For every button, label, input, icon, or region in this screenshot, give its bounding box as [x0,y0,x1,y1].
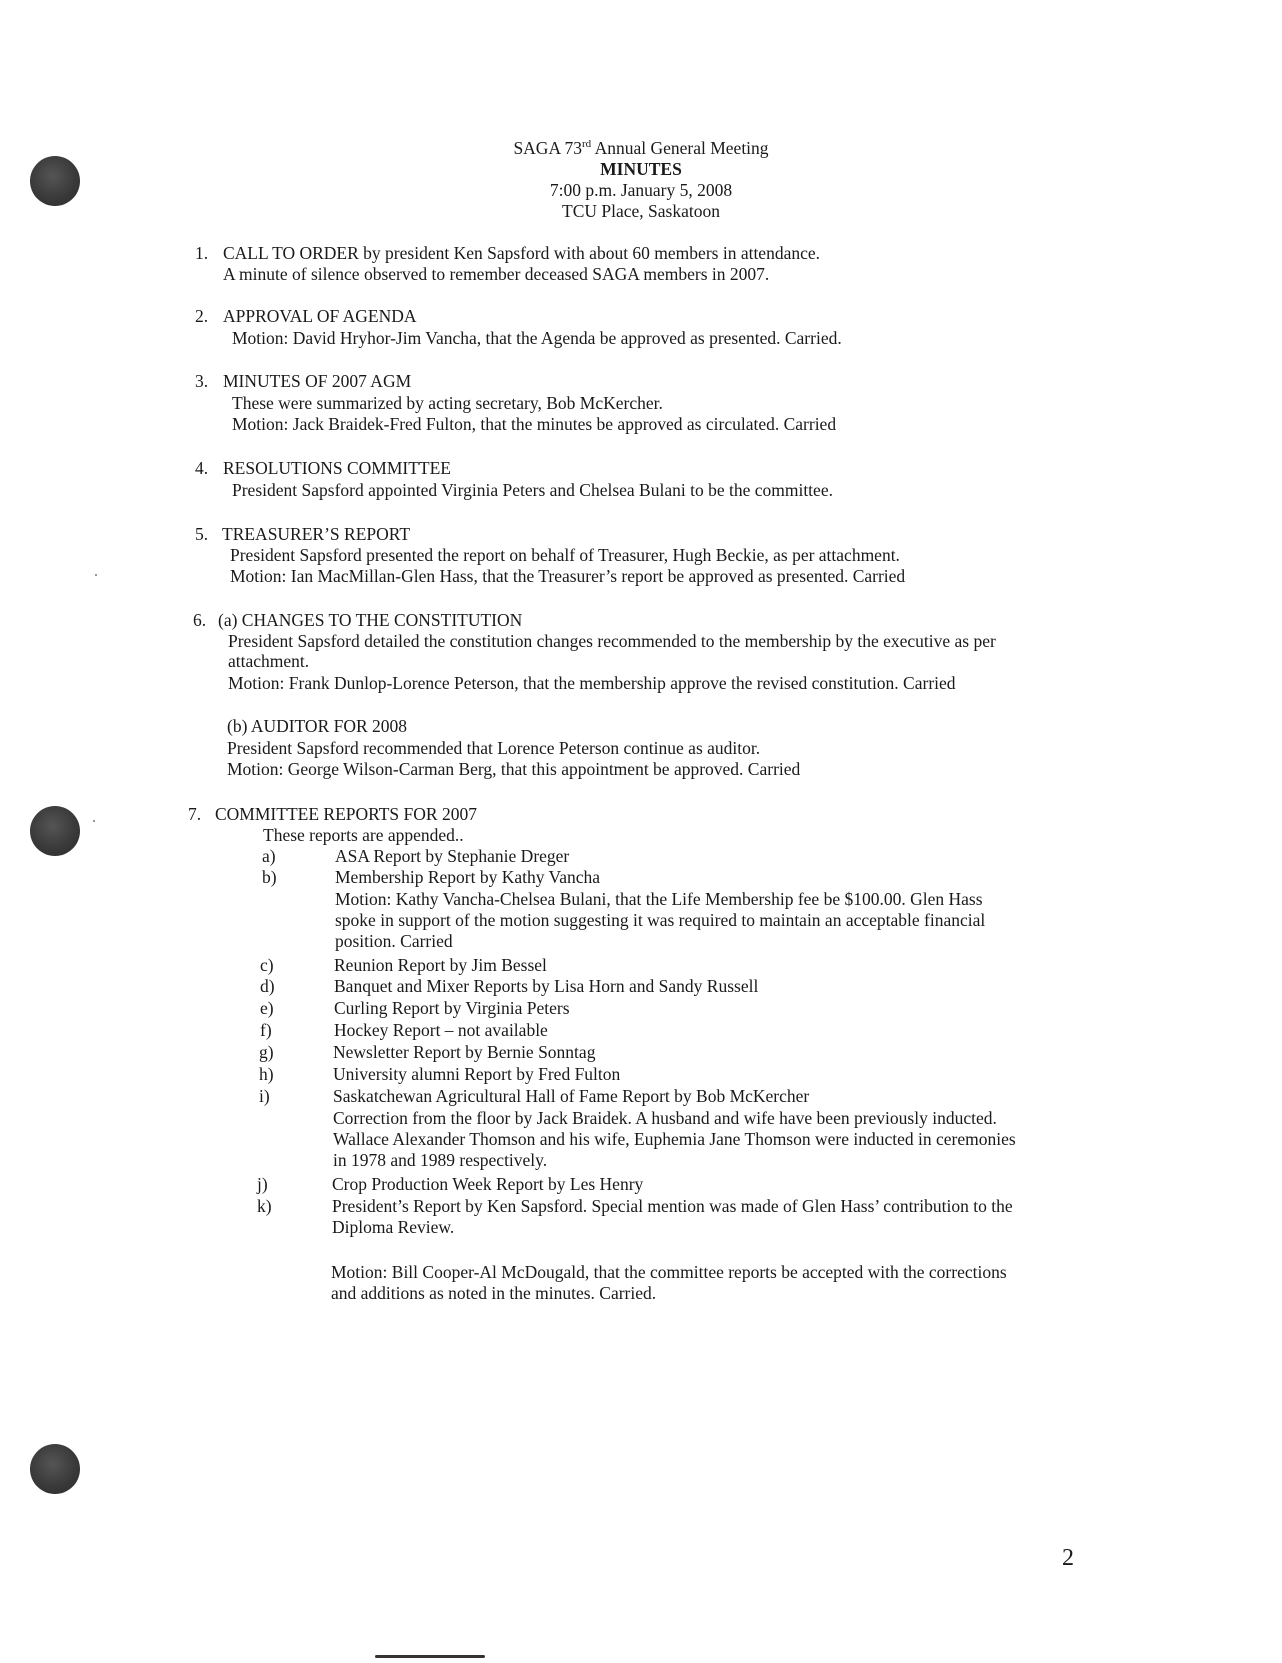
report-text: Membership Report by Kathy Vancha [335,867,601,887]
report-text: Newsletter Report by Bernie Sonntag [333,1042,596,1062]
item-number: 6. [193,610,207,630]
item-text: Motion: Frank Dunlop-Lorence Peterson, that the membership approve the revised constitution. Carried [228,673,956,693]
item-text: attachment. [228,651,310,671]
item-number: 1. [195,243,209,263]
report-text: Hockey Report – not available [334,1020,548,1040]
punch-hole-middle [30,806,80,856]
report-label: e) [260,998,274,1018]
report-text: University alumni Report by Fred Fulton [333,1064,621,1084]
item-text: President Sapsford appointed Virginia Peters and Chelsea Bulani to be the committee. [232,480,833,500]
page-number: 2 [1062,1545,1074,1571]
item-heading: RESOLUTIONS COMMITTEE [223,458,451,478]
item-heading: CALL TO ORDER by president Ken Sapsford with about 60 members in attendance. [223,243,820,263]
report-label: f) [260,1020,272,1040]
meeting-title: SAGA 73rd Annual General Meeting [513,138,769,158]
item-number: 2. [195,306,209,326]
document-header [0,138,1282,222]
report-label: g) [259,1042,274,1062]
item-text: A minute of silence observed to remember deceased SAGA members in 2007. [223,264,770,284]
item-text: President Sapsford detailed the constitution changes recommended to the membership by the executive as per [228,631,996,651]
report-label: h) [259,1064,274,1084]
report-label: a) [262,846,276,866]
report-text: Banquet and Mixer Reports by Lisa Horn and Sandy Russell [334,976,759,996]
scan-speck [93,820,95,822]
item-subheading: (b) AUDITOR FOR 2008 [227,716,408,736]
report-text: President’s Report by Ken Sapsford. Special mention was made of Glen Hass’ contribution to the [332,1196,1013,1216]
scan-speck [95,574,97,576]
report-text: Crop Production Week Report by Les Henry [332,1174,644,1194]
meeting-datetime: 7:00 p.m. January 5, 2008 [549,180,733,200]
item-text: Motion: David Hryhor-Jim Vancha, that the Agenda be approved as presented. Carried. [232,328,842,348]
item-number: 3. [195,371,209,391]
report-label: b) [262,867,277,887]
report-note: Motion: Kathy Vancha-Chelsea Bulani, that the Life Membership fee be $100.00. Glen Hass [335,889,983,909]
report-text: Curling Report by Virginia Peters [334,998,570,1018]
report-note: in 1978 and 1989 respectively. [333,1150,548,1170]
punch-hole-bottom [30,1444,80,1494]
item-number: 4. [195,458,209,478]
report-note: Diploma Review. [332,1217,455,1237]
item-text: President Sapsford recommended that Lorence Peterson continue as auditor. [227,738,761,758]
item-heading: COMMITTEE REPORTS FOR 2007 [215,804,477,824]
report-text: Saskatchewan Agricultural Hall of Fame Report by Bob McKercher [333,1086,810,1106]
item-heading: MINUTES OF 2007 AGM [223,371,412,391]
report-label: d) [260,976,275,996]
report-label: j) [257,1174,268,1194]
final-motion: Motion: Bill Cooper-Al McDougald, that the committee reports be accepted with the corrections [331,1262,1007,1282]
item-heading: APPROVAL OF AGENDA [223,306,417,326]
report-label: c) [260,955,274,975]
report-text: ASA Report by Stephanie Dreger [335,846,570,866]
item-heading: TREASURER’S REPORT [222,524,411,544]
meeting-location: TCU Place, Saskatoon [562,201,720,221]
report-note: Correction from the floor by Jack Braidek. A husband and wife have been previously inducted. [333,1108,997,1128]
report-note: Wallace Alexander Thomson and his wife, Euphemia Jane Thomson were inducted in ceremonies [333,1129,1016,1149]
item-heading: (a) CHANGES TO THE CONSTITUTION [218,610,523,630]
report-note: position. Carried [335,931,453,951]
item-text: These were summarized by acting secretary, Bob McKercher. [232,393,663,413]
report-text: Reunion Report by Jim Bessel [334,955,547,975]
report-label: i) [259,1086,270,1106]
item-text: President Sapsford presented the report on behalf of Treasurer, Hugh Beckie, as per attachment. [230,545,900,565]
report-note: spoke in support of the motion suggesting it was required to maintain an acceptable financial [335,910,986,930]
final-motion: and additions as noted in the minutes. Carried. [331,1283,657,1303]
item-text: Motion: Jack Braidek-Fred Fulton, that the minutes be approved as circulated. Carried [232,414,837,434]
item-number: 5. [195,524,209,544]
report-label: k) [257,1196,272,1216]
item-text: Motion: George Wilson-Carman Berg, that this appointment be approved. Carried [227,759,801,779]
item-number: 7. [188,804,202,824]
item-text: These reports are appended.. [263,825,464,845]
minutes-heading: MINUTES [600,159,682,179]
item-text: Motion: Ian MacMillan-Glen Hass, that the Treasurer’s report be approved as presented. Carried [230,566,906,586]
scan-edge-mark [375,1655,485,1658]
